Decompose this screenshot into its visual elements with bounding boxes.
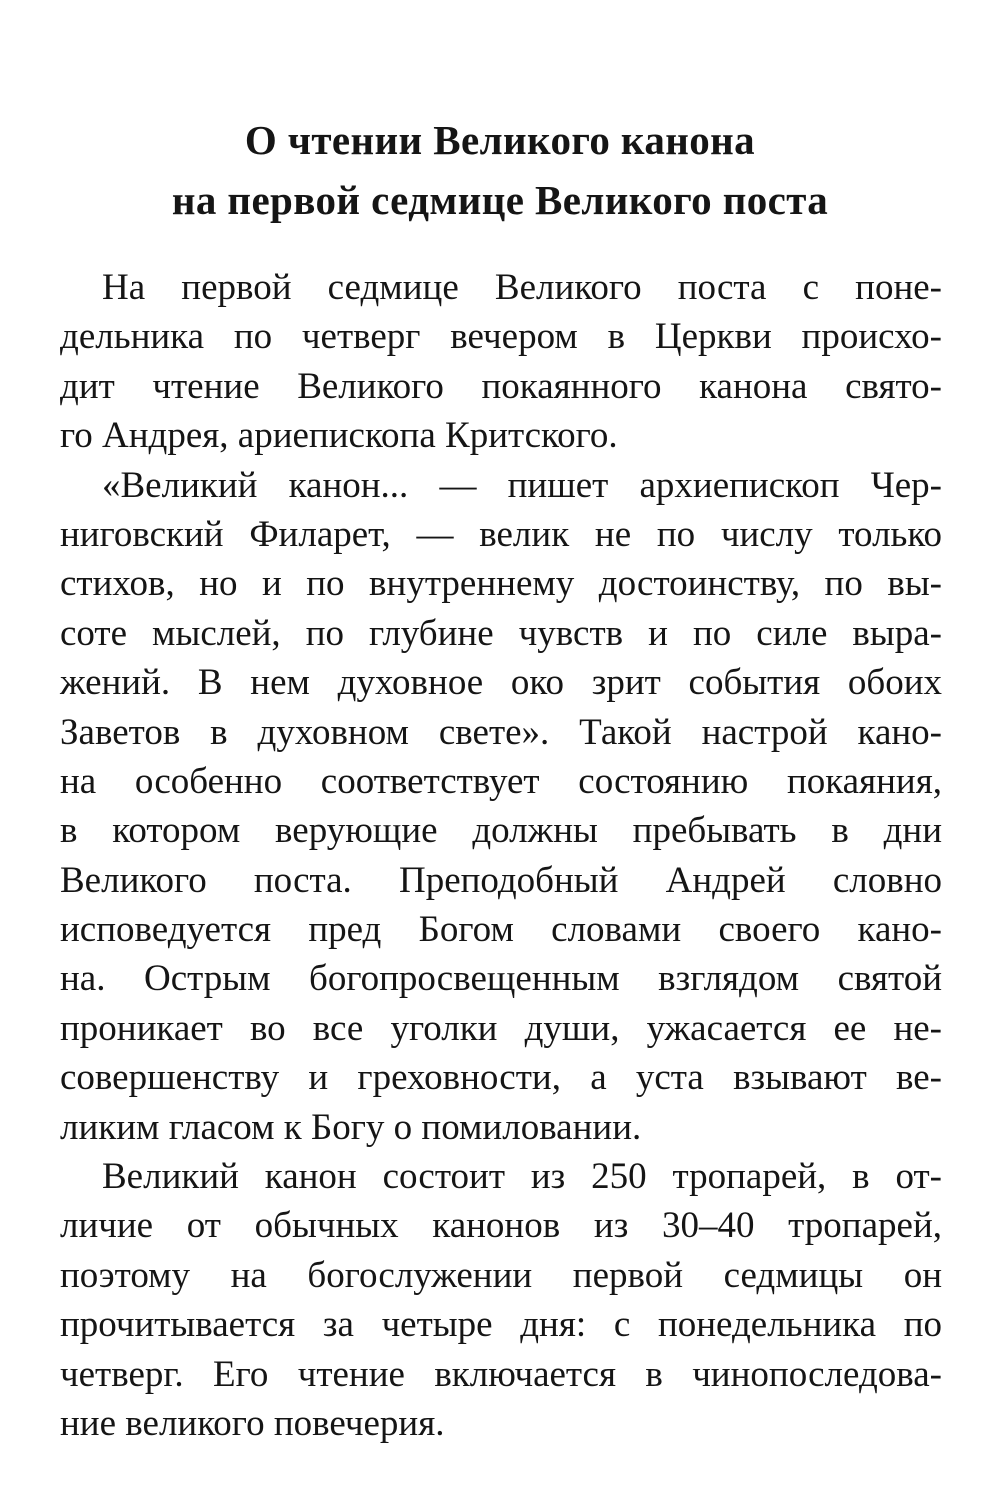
title-line-1: О чтении Великого канона bbox=[244, 117, 756, 163]
text-line: личие от обычных канонов из 30–40 тропарей, bbox=[60, 1205, 942, 1247]
text-line: в котором верующие должны пребывать в дни bbox=[60, 810, 942, 852]
text-line: прочитывается за четыре дня: с понедельника по bbox=[60, 1304, 942, 1346]
body-text bbox=[60, 263, 942, 1448]
text-line: Заветов в духовном свете». Такой настрой кано- bbox=[60, 711, 942, 753]
text-line: Великий канон состоит из 250 тропарей, в от- bbox=[102, 1156, 942, 1198]
text-line: на особенно соответствует состоянию покаяния, bbox=[60, 760, 942, 802]
text-line: на. Острым богопросвещенным взглядом святой bbox=[60, 958, 942, 1000]
text-line: исповедуется пред Богом словами своего кано- bbox=[60, 909, 942, 951]
paragraph-2 bbox=[60, 461, 942, 1152]
text-line: Великого поста. Преподобный Андрей словно bbox=[60, 859, 942, 901]
text-line: ликим гласом к Богу о помиловании. bbox=[60, 1106, 642, 1148]
text-line: соте мыслей, по глубине чувств и по силе выра- bbox=[60, 612, 942, 654]
text-line: проникает во все уголки души, ужасается ее не- bbox=[60, 1007, 942, 1049]
text-line: «Великий канон... — пишет архиепископ Чер- bbox=[102, 464, 942, 506]
text-line: стихов, но и по внутреннему достоинству, по вы- bbox=[60, 563, 942, 605]
page-title bbox=[0, 110, 1000, 230]
text-line: поэтому на богослужении первой седмицы он bbox=[60, 1254, 942, 1296]
title-line-2: на первой седмице Великого поста bbox=[171, 177, 829, 223]
text-line: четверг. Его чтение включается в чинопоследова- bbox=[60, 1353, 942, 1395]
paragraph-3 bbox=[60, 1152, 942, 1448]
text-line: ние великого повечерия. bbox=[60, 1402, 445, 1444]
text-line: дит чтение Великого покаянного канона свято- bbox=[60, 365, 942, 407]
text-line: На первой седмице Великого поста с поне- bbox=[102, 267, 942, 308]
text-line: го Андрея, ариепископа Критского. bbox=[60, 415, 618, 457]
text-line: жений. В нем духовное око зрит события обоих bbox=[60, 662, 942, 704]
text-line: дельника по четверг вечером в Церкви происхо- bbox=[60, 316, 942, 358]
text-line: ниговский Филарет, — велик не по числу только bbox=[60, 513, 942, 555]
text-line: совершенству и греховности, а уста взывают ве- bbox=[60, 1057, 942, 1099]
paragraph-1 bbox=[60, 263, 942, 461]
